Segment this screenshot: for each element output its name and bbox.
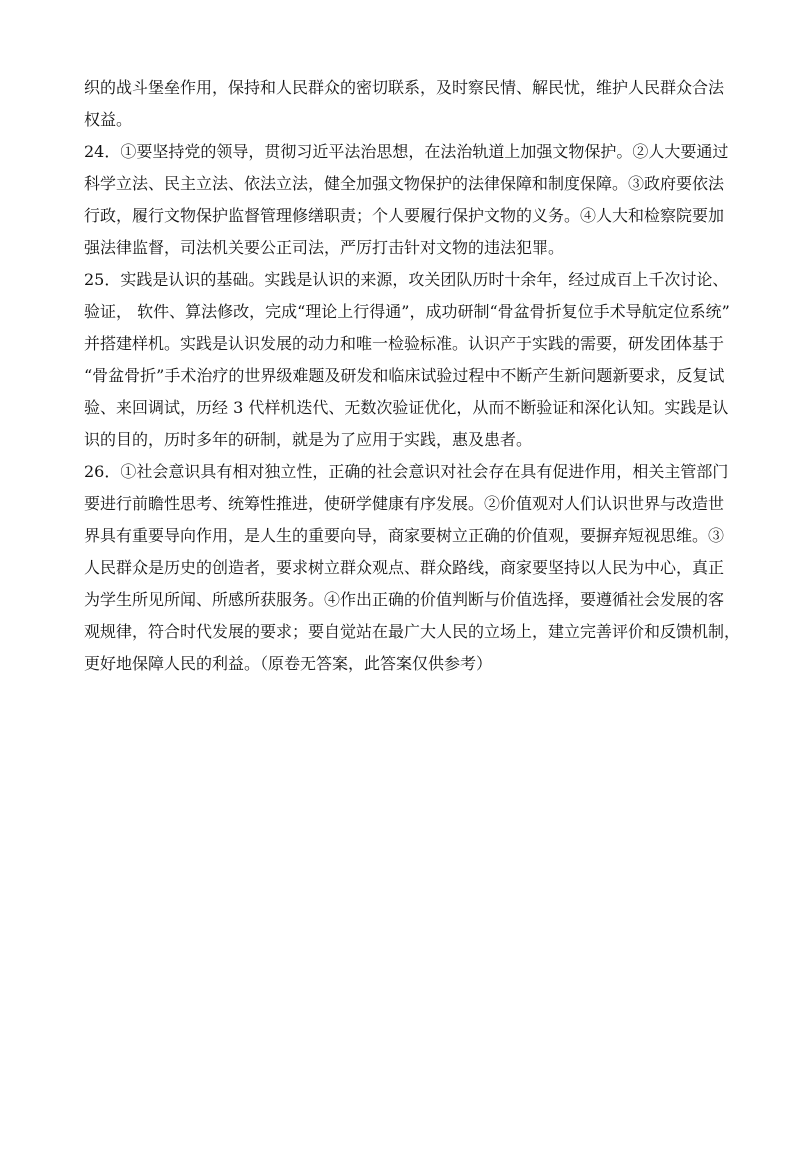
document-body [84, 72, 741, 680]
text-line: 为学生所见所闻、所感所获服务。④作出正确的价值判断与价值选择，要遵循社会发展的客 [84, 590, 725, 609]
text-line: 更好地保障人民的利益。（原卷无答案，此答案仅供参考） [84, 654, 493, 673]
text-line: 验证， 软件、算法修改，完成“理论上行得通”，成功研制“骨盆骨折复位手术导航定位系统” [84, 302, 730, 321]
text-line: 要进行前瞻性思考、统筹性推进，使研学健康有序发展。②价值观对人们认识世界与改造世 [84, 494, 725, 513]
text-line: 识的目的，历时多年的研制，就是为了应用于实践，惠及患者。 [84, 430, 533, 449]
text-line: 观规律，符合时代发展的要求；要自觉站在最广大人民的立场上，建立完善评价和反馈机制， [84, 622, 741, 641]
answer-25-line: 25．实践是认识的基础。实践是认识的来源，攻关团队历时十余年，经过成百上千次讨论、 [84, 270, 729, 289]
answer-24-line: 24．①要坚持党的领导，贯彻习近平法治思想，在法治轨道上加强文物保护。②人大要通过 [84, 142, 729, 161]
text-line: 织的战斗堡垒作用，保持和人民群众的密切联系，及时察民情、解民忧，维护人民群众合法 [84, 78, 725, 97]
text-line: 并搭建样机。实践是认识发展的动力和唯一检验标准。认识产于实践的需要，研发团体基于 [84, 334, 725, 353]
text-line: 验、来回调试，历经 3 代样机迭代、无数次验证优化，从而不断验证和深化认知。实践是认 [84, 398, 729, 417]
text-line: 科学立法、民主立法、依法立法，健全加强文物保护的法律保障和制度保障。③政府要依法 [84, 174, 725, 193]
text-line: 权益。 [84, 110, 133, 129]
answer-26-line: 26．①社会意识具有相对独立性，正确的社会意识对社会存在具有促进作用，相关主管部门 [84, 462, 729, 481]
text-line: 行政，履行文物保护监督管理修缮职责；个人要履行保护文物的义务。④人大和检察院要加 [84, 206, 725, 225]
text-line: 界具有重要导向作用，是人生的重要向导，商家要树立正确的价值观，要摒弃短视思维。③ [84, 526, 725, 545]
text-line: 强法律监督，司法机关要公正司法，严厉打击针对文物的违法犯罪。 [84, 238, 565, 257]
text-line: “骨盆骨折”手术治疗的世界级难题及研发和临床试验过程中不断产生新问题新要求，反复试 [84, 366, 725, 385]
text-line: 人民群众是历史的创造者，要求树立群众观点、群众路线，商家要坚持以人民为中心，真正 [84, 558, 725, 577]
